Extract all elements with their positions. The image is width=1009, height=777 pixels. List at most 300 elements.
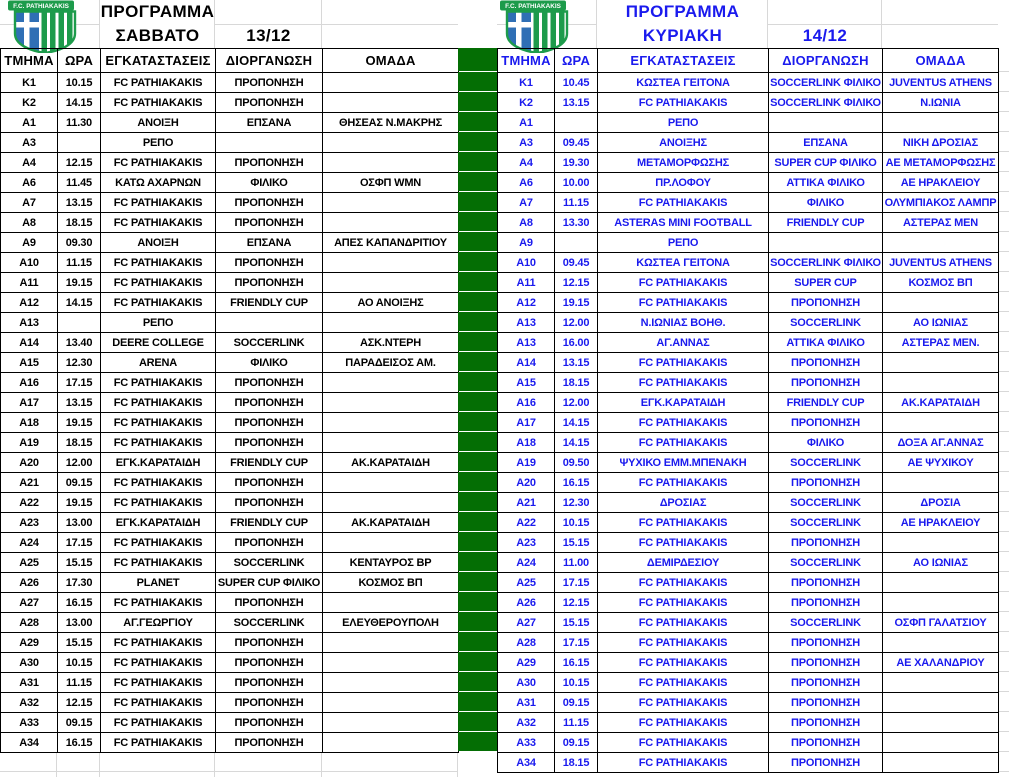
cell[interactable]: 19.15: [555, 293, 598, 313]
cell[interactable]: FC PATHIAKAKIS: [101, 213, 216, 233]
cell[interactable]: 16.15: [58, 733, 101, 753]
cell[interactable]: ΑΣΤΕΡΑΣ ΜΕΝ.: [883, 333, 999, 353]
cell[interactable]: ΑΠΕΣ ΚΑΠΑΝΔΡΙΤΙΟΥ: [323, 233, 459, 253]
cell[interactable]: ARENA: [101, 353, 216, 373]
cell[interactable]: ΑΚ.ΚΑΡΑΤΑΙΔΗ: [323, 513, 459, 533]
cell[interactable]: FC PATHIAKAKIS: [598, 373, 769, 393]
cell[interactable]: A15: [498, 373, 555, 393]
cell[interactable]: A14: [498, 353, 555, 373]
cell[interactable]: A4: [1, 153, 58, 173]
cell[interactable]: FC PATHIAKAKIS: [598, 273, 769, 293]
cell[interactable]: ΠΡΟΠΟΝΗΣΗ: [216, 373, 323, 393]
cell[interactable]: 17.15: [58, 373, 101, 393]
cell[interactable]: [58, 313, 101, 333]
cell[interactable]: FC PATHIAKAKIS: [598, 353, 769, 373]
cell[interactable]: A8: [498, 213, 555, 233]
cell[interactable]: FC PATHIAKAKIS: [101, 553, 216, 573]
cell[interactable]: ΠΡΟΠΟΝΗΣΗ: [216, 633, 323, 653]
cell[interactable]: ΠΡΟΠΟΝΗΣΗ: [769, 713, 883, 733]
cell[interactable]: ΠΡΟΠΟΝΗΣΗ: [216, 433, 323, 453]
cell[interactable]: ΡΕΠΟ: [598, 233, 769, 253]
cell[interactable]: [555, 113, 598, 133]
cell[interactable]: FC PATHIAKAKIS: [101, 393, 216, 413]
cell[interactable]: A27: [1, 593, 58, 613]
cell[interactable]: ΠΡ.ΛΟΦΟΥ: [598, 173, 769, 193]
cell[interactable]: [883, 673, 999, 693]
cell[interactable]: [883, 733, 999, 753]
cell[interactable]: [883, 473, 999, 493]
cell[interactable]: 12.00: [58, 453, 101, 473]
cell[interactable]: 13.00: [58, 513, 101, 533]
cell[interactable]: ΚΟΣΜΟΣ ΒΠ: [883, 273, 999, 293]
cell[interactable]: [555, 233, 598, 253]
cell[interactable]: A13: [498, 313, 555, 333]
cell[interactable]: FC PATHIAKAKIS: [101, 253, 216, 273]
cell[interactable]: ΠΡΟΠΟΝΗΣΗ: [216, 593, 323, 613]
cell[interactable]: 10.15: [58, 653, 101, 673]
cell[interactable]: FC PATHIAKAKIS: [101, 713, 216, 733]
cell[interactable]: ΠΡΟΠΟΝΗΣΗ: [216, 713, 323, 733]
cell[interactable]: FC PATHIAKAKIS: [101, 733, 216, 753]
cell[interactable]: FC PATHIAKAKIS: [101, 273, 216, 293]
cell[interactable]: FRIENDLY CUP: [216, 293, 323, 313]
cell[interactable]: ΡΕΠΟ: [598, 113, 769, 133]
column-header[interactable]: ΤΜΗΜΑ: [498, 49, 555, 73]
cell[interactable]: A11: [1, 273, 58, 293]
cell[interactable]: SOCCERLINK: [769, 513, 883, 533]
cell[interactable]: ΑΟ ΙΩΝΙΑΣ: [883, 553, 999, 573]
cell[interactable]: ΑΝΟΙΞΗ: [101, 113, 216, 133]
cell[interactable]: 13.15: [555, 353, 598, 373]
cell[interactable]: A15: [1, 353, 58, 373]
cell[interactable]: FC PATHIAKAKIS: [598, 653, 769, 673]
cell[interactable]: [323, 153, 459, 173]
cell[interactable]: FC PATHIAKAKIS: [598, 93, 769, 113]
cell[interactable]: ΠΡΟΠΟΝΗΣΗ: [769, 633, 883, 653]
cell[interactable]: ΕΓΚ.ΚΑΡΑΤΑΙΔΗ: [598, 393, 769, 413]
cell[interactable]: A7: [1, 193, 58, 213]
cell[interactable]: A18: [1, 413, 58, 433]
cell[interactable]: 18.15: [58, 433, 101, 453]
cell[interactable]: [323, 73, 459, 93]
cell[interactable]: A1: [1, 113, 58, 133]
cell[interactable]: 10.45: [555, 73, 598, 93]
cell[interactable]: 19.15: [58, 493, 101, 513]
cell[interactable]: ΟΣΦΠ ΓΑΛΑΤΣΙΟΥ: [883, 613, 999, 633]
cell[interactable]: [883, 353, 999, 373]
cell[interactable]: ΠΡΟΠΟΝΗΣΗ: [769, 673, 883, 693]
cell[interactable]: K2: [498, 93, 555, 113]
cell[interactable]: 14.15: [555, 413, 598, 433]
cell[interactable]: ΑΕ ΧΑΛΑΝΔΡΙΟΥ: [883, 653, 999, 673]
cell[interactable]: A21: [1, 473, 58, 493]
cell[interactable]: [883, 413, 999, 433]
cell[interactable]: A28: [498, 633, 555, 653]
cell[interactable]: A17: [498, 413, 555, 433]
column-header[interactable]: ΟΜΑΔΑ: [883, 49, 999, 73]
cell[interactable]: 14.15: [58, 293, 101, 313]
cell[interactable]: 13.40: [58, 333, 101, 353]
cell[interactable]: FC PATHIAKAKIS: [101, 693, 216, 713]
cell[interactable]: A16: [498, 393, 555, 413]
cell[interactable]: 13.15: [58, 193, 101, 213]
cell[interactable]: 09.45: [555, 133, 598, 153]
cell[interactable]: [323, 653, 459, 673]
cell[interactable]: 09.30: [58, 233, 101, 253]
cell[interactable]: FC PATHIAKAKIS: [101, 673, 216, 693]
cell[interactable]: FC PATHIAKAKIS: [598, 613, 769, 633]
cell[interactable]: FRIENDLY CUP: [769, 213, 883, 233]
cell[interactable]: SOCCERLINK ΦΙΛΙΚΟ: [769, 253, 883, 273]
cell[interactable]: JUVENTUS ATHENS: [883, 253, 999, 273]
cell[interactable]: ΑΟ ΑΝΟΙΞΗΣ: [323, 293, 459, 313]
cell[interactable]: A6: [498, 173, 555, 193]
cell[interactable]: ΑΝΟΙΞΗ: [101, 233, 216, 253]
cell[interactable]: ΚΟΣΜΟΣ ΒΠ: [323, 573, 459, 593]
cell[interactable]: FC PATHIAKAKIS: [101, 653, 216, 673]
cell[interactable]: FC PATHIAKAKIS: [598, 633, 769, 653]
cell[interactable]: ΠΡΟΠΟΝΗΣΗ: [769, 593, 883, 613]
cell[interactable]: Ν.ΙΩΝΙΑΣ ΒΟΗΘ.: [598, 313, 769, 333]
cell[interactable]: A31: [498, 693, 555, 713]
column-header[interactable]: ΕΓΚΑΤΑΣΤΑΣΕΙΣ: [101, 49, 216, 73]
cell[interactable]: 17.15: [555, 633, 598, 653]
cell[interactable]: SOCCERLINK: [769, 313, 883, 333]
cell[interactable]: ΠΡΟΠΟΝΗΣΗ: [216, 93, 323, 113]
cell[interactable]: 12.15: [58, 693, 101, 713]
cell[interactable]: 19.15: [58, 273, 101, 293]
cell[interactable]: FC PATHIAKAKIS: [598, 433, 769, 453]
cell[interactable]: FC PATHIAKAKIS: [598, 533, 769, 553]
cell[interactable]: ΠΡΟΠΟΝΗΣΗ: [216, 693, 323, 713]
cell[interactable]: [323, 713, 459, 733]
cell[interactable]: DEERE COLLEGE: [101, 333, 216, 353]
cell[interactable]: 12.15: [58, 153, 101, 173]
cell[interactable]: 09.45: [555, 253, 598, 273]
cell[interactable]: A20: [1, 453, 58, 473]
cell[interactable]: PLANET: [101, 573, 216, 593]
cell[interactable]: ΠΡΟΠΟΝΗΣΗ: [769, 573, 883, 593]
cell[interactable]: A20: [498, 473, 555, 493]
cell[interactable]: FC PATHIAKAKIS: [101, 293, 216, 313]
cell[interactable]: A6: [1, 173, 58, 193]
cell[interactable]: ΑΣΤΕΡΑΣ ΜΕΝ: [883, 213, 999, 233]
cell[interactable]: A10: [498, 253, 555, 273]
cell[interactable]: [216, 313, 323, 333]
cell[interactable]: [323, 433, 459, 453]
cell[interactable]: 15.15: [555, 613, 598, 633]
cell[interactable]: 14.15: [555, 433, 598, 453]
cell[interactable]: [216, 133, 323, 153]
cell[interactable]: FC PATHIAKAKIS: [101, 473, 216, 493]
cell[interactable]: ΑΚ.ΚΑΡΑΤΑΙΔΗ: [323, 453, 459, 473]
cell[interactable]: 11.45: [58, 173, 101, 193]
cell[interactable]: ΑΤΤΙΚΑ ΦΙΛΙΚΟ: [769, 173, 883, 193]
cell[interactable]: ΠΡΟΠΟΝΗΣΗ: [216, 413, 323, 433]
cell[interactable]: A30: [1, 653, 58, 673]
cell[interactable]: ΚΕΝΤΑΥΡΟΣ ΒΡ: [323, 553, 459, 573]
cell[interactable]: FC PATHIAKAKIS: [598, 733, 769, 753]
cell[interactable]: [883, 113, 999, 133]
cell[interactable]: A19: [498, 453, 555, 473]
cell[interactable]: ΠΡΟΠΟΝΗΣΗ: [769, 353, 883, 373]
cell[interactable]: FC PATHIAKAKIS: [598, 693, 769, 713]
cell[interactable]: ΦΙΛΙΚΟ: [769, 193, 883, 213]
cell[interactable]: FC PATHIAKAKIS: [101, 533, 216, 553]
column-header[interactable]: ΕΓΚΑΤΑΣΤΑΣΕΙΣ: [598, 49, 769, 73]
cell[interactable]: ΟΣΦΠ WMN: [323, 173, 459, 193]
cell[interactable]: 15.15: [555, 533, 598, 553]
cell[interactable]: A24: [1, 533, 58, 553]
cell[interactable]: [323, 373, 459, 393]
cell[interactable]: A3: [498, 133, 555, 153]
cell[interactable]: ΑΣΚ.ΝΤΕΡΗ: [323, 333, 459, 353]
cell[interactable]: A28: [1, 613, 58, 633]
cell[interactable]: FC PATHIAKAKIS: [598, 673, 769, 693]
cell[interactable]: [883, 233, 999, 253]
cell[interactable]: ΘΗΣΕΑΣ Ν.ΜΑΚΡΗΣ: [323, 113, 459, 133]
cell[interactable]: 17.15: [555, 573, 598, 593]
cell[interactable]: FC PATHIAKAKIS: [101, 493, 216, 513]
cell[interactable]: A11: [498, 273, 555, 293]
cell[interactable]: 09.15: [555, 733, 598, 753]
cell[interactable]: 12.30: [555, 493, 598, 513]
cell[interactable]: ΨΥΧΙΚΟ ΕΜΜ.ΜΠΕΝΑΚΗ: [598, 453, 769, 473]
cell[interactable]: 11.15: [555, 193, 598, 213]
cell[interactable]: FC PATHIAKAKIS: [598, 473, 769, 493]
cell[interactable]: A13: [1, 313, 58, 333]
cell[interactable]: ΠΡΟΠΟΝΗΣΗ: [216, 673, 323, 693]
cell[interactable]: [323, 273, 459, 293]
column-header[interactable]: ΔΙΟΡΓΑΝΩΣΗ: [216, 49, 323, 73]
cell[interactable]: A25: [498, 573, 555, 593]
cell[interactable]: [769, 113, 883, 133]
cell[interactable]: SUPER CUP: [769, 273, 883, 293]
cell[interactable]: [883, 753, 999, 773]
column-header[interactable]: ΤΜΗΜΑ: [1, 49, 58, 73]
cell[interactable]: ΚΩΣΤΕΑ ΓΕΙΤΟΝΑ: [598, 73, 769, 93]
cell[interactable]: ΠΡΟΠΟΝΗΣΗ: [216, 253, 323, 273]
cell[interactable]: K1: [498, 73, 555, 93]
cell[interactable]: [883, 633, 999, 653]
cell[interactable]: [883, 713, 999, 733]
cell[interactable]: SOCCERLINK ΦΙΛΙΚΟ: [769, 93, 883, 113]
cell[interactable]: ΕΛΕΥΘΕΡΟΥΠΟΛΗ: [323, 613, 459, 633]
cell[interactable]: SOCCERLINK: [769, 453, 883, 473]
cell[interactable]: ASTERAS MINI FOOTBALL: [598, 213, 769, 233]
cell[interactable]: K1: [1, 73, 58, 93]
cell[interactable]: [323, 213, 459, 233]
cell[interactable]: A18: [498, 433, 555, 453]
cell[interactable]: 09.15: [58, 473, 101, 493]
cell[interactable]: A10: [1, 253, 58, 273]
cell[interactable]: A9: [498, 233, 555, 253]
cell[interactable]: [883, 533, 999, 553]
cell[interactable]: JUVENTUS ATHENS: [883, 73, 999, 93]
cell[interactable]: A21: [498, 493, 555, 513]
cell[interactable]: ΔΡΟΣΙΑΣ: [598, 493, 769, 513]
cell[interactable]: SOCCERLINK: [769, 493, 883, 513]
cell[interactable]: [323, 633, 459, 653]
cell[interactable]: ΠΡΟΠΟΝΗΣΗ: [216, 473, 323, 493]
cell[interactable]: A27: [498, 613, 555, 633]
cell[interactable]: [883, 593, 999, 613]
cell[interactable]: ΑΓ.ΑΝΝΑΣ: [598, 333, 769, 353]
cell[interactable]: 12.00: [555, 393, 598, 413]
cell[interactable]: ΝΙΚΗ ΔΡΟΣΙΑΣ: [883, 133, 999, 153]
cell[interactable]: A17: [1, 393, 58, 413]
cell[interactable]: ΠΡΟΠΟΝΗΣΗ: [216, 273, 323, 293]
cell[interactable]: 13.15: [58, 393, 101, 413]
cell[interactable]: ΔΕΜΙΡΔΕΣΙΟΥ: [598, 553, 769, 573]
cell[interactable]: 12.00: [555, 313, 598, 333]
column-header[interactable]: ΩΡΑ: [58, 49, 101, 73]
cell[interactable]: A32: [498, 713, 555, 733]
cell[interactable]: [323, 733, 459, 753]
cell[interactable]: 18.15: [555, 373, 598, 393]
cell[interactable]: FC PATHIAKAKIS: [598, 413, 769, 433]
cell[interactable]: FRIENDLY CUP: [769, 393, 883, 413]
cell[interactable]: 17.30: [58, 573, 101, 593]
cell[interactable]: [883, 293, 999, 313]
cell[interactable]: ΑΤΤΙΚΑ ΦΙΛΙΚΟ: [769, 333, 883, 353]
cell[interactable]: ΕΓΚ.ΚΑΡΑΤΑΙΔΗ: [101, 453, 216, 473]
cell[interactable]: SOCCERLINK: [216, 333, 323, 353]
cell[interactable]: ΠΑΡΑΔΕΙΣΟΣ ΑΜ.: [323, 353, 459, 373]
cell[interactable]: [323, 93, 459, 113]
cell[interactable]: ΠΡΟΠΟΝΗΣΗ: [769, 533, 883, 553]
cell[interactable]: ΠΡΟΠΟΝΗΣΗ: [769, 653, 883, 673]
cell[interactable]: A12: [498, 293, 555, 313]
cell[interactable]: ΑΝΟΙΞΗΣ: [598, 133, 769, 153]
cell[interactable]: 09.50: [555, 453, 598, 473]
cell[interactable]: ΕΠΣΑΝΑ: [216, 233, 323, 253]
cell[interactable]: [58, 133, 101, 153]
cell[interactable]: ΠΡΟΠΟΝΗΣΗ: [216, 213, 323, 233]
cell[interactable]: FC PATHIAKAKIS: [101, 153, 216, 173]
cell[interactable]: ΑΕ ΨΥΧΙΚΟΥ: [883, 453, 999, 473]
cell[interactable]: 11.30: [58, 113, 101, 133]
cell[interactable]: A23: [1, 513, 58, 533]
cell[interactable]: ΟΛΥΜΠΙΑΚΟΣ ΛΑΜΠΡ: [883, 193, 999, 213]
cell[interactable]: ΠΡΟΠΟΝΗΣΗ: [769, 733, 883, 753]
cell[interactable]: [323, 253, 459, 273]
cell[interactable]: FC PATHIAKAKIS: [598, 573, 769, 593]
cell[interactable]: ΠΡΟΠΟΝΗΣΗ: [216, 193, 323, 213]
cell[interactable]: FC PATHIAKAKIS: [101, 373, 216, 393]
cell[interactable]: A14: [1, 333, 58, 353]
cell[interactable]: [883, 693, 999, 713]
column-header[interactable]: ΩΡΑ: [555, 49, 598, 73]
cell[interactable]: [883, 373, 999, 393]
cell[interactable]: A22: [498, 513, 555, 533]
cell[interactable]: ΑΟ ΙΩΝΙΑΣ: [883, 313, 999, 333]
cell[interactable]: 10.00: [555, 173, 598, 193]
cell[interactable]: SOCCERLINK: [216, 553, 323, 573]
cell[interactable]: Ν.ΙΩΝΙΑ: [883, 93, 999, 113]
cell[interactable]: ΠΡΟΠΟΝΗΣΗ: [769, 693, 883, 713]
cell[interactable]: ΠΡΟΠΟΝΗΣΗ: [216, 533, 323, 553]
cell[interactable]: ΠΡΟΠΟΝΗΣΗ: [216, 393, 323, 413]
cell[interactable]: ΠΡΟΠΟΝΗΣΗ: [769, 753, 883, 773]
cell[interactable]: A24: [498, 553, 555, 573]
cell[interactable]: SOCCERLINK: [769, 553, 883, 573]
cell[interactable]: 12.15: [555, 273, 598, 293]
cell[interactable]: [323, 393, 459, 413]
cell[interactable]: A26: [1, 573, 58, 593]
cell[interactable]: A32: [1, 693, 58, 713]
cell[interactable]: ΦΙΛΙΚΟ: [769, 433, 883, 453]
cell[interactable]: ΕΠΣΑΝΑ: [216, 113, 323, 133]
cell[interactable]: ΕΓΚ.ΚΑΡΑΤΑΙΔΗ: [101, 513, 216, 533]
cell[interactable]: 10.15: [555, 513, 598, 533]
cell[interactable]: [883, 573, 999, 593]
cell[interactable]: SOCCERLINK: [216, 613, 323, 633]
cell[interactable]: A16: [1, 373, 58, 393]
cell[interactable]: A13: [498, 333, 555, 353]
cell[interactable]: [769, 233, 883, 253]
cell[interactable]: A34: [1, 733, 58, 753]
cell[interactable]: FC PATHIAKAKIS: [598, 513, 769, 533]
cell[interactable]: SOCCERLINK ΦΙΛΙΚΟ: [769, 73, 883, 93]
cell[interactable]: SUPER CUP ΦΙΛΙΚΟ: [769, 153, 883, 173]
cell[interactable]: FC PATHIAKAKIS: [101, 593, 216, 613]
cell[interactable]: [323, 413, 459, 433]
cell[interactable]: ΠΡΟΠΟΝΗΣΗ: [216, 493, 323, 513]
cell[interactable]: ΑΓ.ΓΕΩΡΓΙΟΥ: [101, 613, 216, 633]
cell[interactable]: [323, 593, 459, 613]
cell[interactable]: [323, 313, 459, 333]
cell[interactable]: 13.00: [58, 613, 101, 633]
cell[interactable]: A30: [498, 673, 555, 693]
cell[interactable]: ΑΕ ΗΡΑΚΛΕΙΟΥ: [883, 173, 999, 193]
cell[interactable]: 11.15: [555, 713, 598, 733]
cell[interactable]: ΦΙΛΙΚΟ: [216, 173, 323, 193]
cell[interactable]: FC PATHIAKAKIS: [598, 753, 769, 773]
cell[interactable]: A31: [1, 673, 58, 693]
cell[interactable]: [323, 533, 459, 553]
cell[interactable]: ΠΡΟΠΟΝΗΣΗ: [769, 293, 883, 313]
cell[interactable]: A29: [498, 653, 555, 673]
cell[interactable]: A7: [498, 193, 555, 213]
column-header[interactable]: ΔΙΟΡΓΑΝΩΣΗ: [769, 49, 883, 73]
cell[interactable]: A1: [498, 113, 555, 133]
cell[interactable]: [323, 693, 459, 713]
cell[interactable]: ΠΡΟΠΟΝΗΣΗ: [216, 733, 323, 753]
cell[interactable]: 15.15: [58, 553, 101, 573]
cell[interactable]: ΔΟΞΑ ΑΓ.ΑΝΝΑΣ: [883, 433, 999, 453]
cell[interactable]: 11.15: [58, 253, 101, 273]
cell[interactable]: 11.00: [555, 553, 598, 573]
cell[interactable]: SOCCERLINK: [769, 613, 883, 633]
cell[interactable]: ΡΕΠΟ: [101, 313, 216, 333]
cell[interactable]: FC PATHIAKAKIS: [101, 413, 216, 433]
cell[interactable]: ΠΡΟΠΟΝΗΣΗ: [769, 473, 883, 493]
cell[interactable]: 19.15: [58, 413, 101, 433]
cell[interactable]: [323, 673, 459, 693]
cell[interactable]: 12.30: [58, 353, 101, 373]
cell[interactable]: 13.15: [555, 93, 598, 113]
cell[interactable]: FC PATHIAKAKIS: [598, 593, 769, 613]
cell[interactable]: ΠΡΟΠΟΝΗΣΗ: [216, 153, 323, 173]
cell[interactable]: ΕΠΣΑΝΑ: [769, 133, 883, 153]
cell[interactable]: 15.15: [58, 633, 101, 653]
cell[interactable]: ΑΕ ΜΕΤΑΜΟΡΦΩΣΗΣ: [883, 153, 999, 173]
cell[interactable]: 14.15: [58, 93, 101, 113]
cell[interactable]: 16.15: [555, 473, 598, 493]
cell[interactable]: A25: [1, 553, 58, 573]
cell[interactable]: A29: [1, 633, 58, 653]
